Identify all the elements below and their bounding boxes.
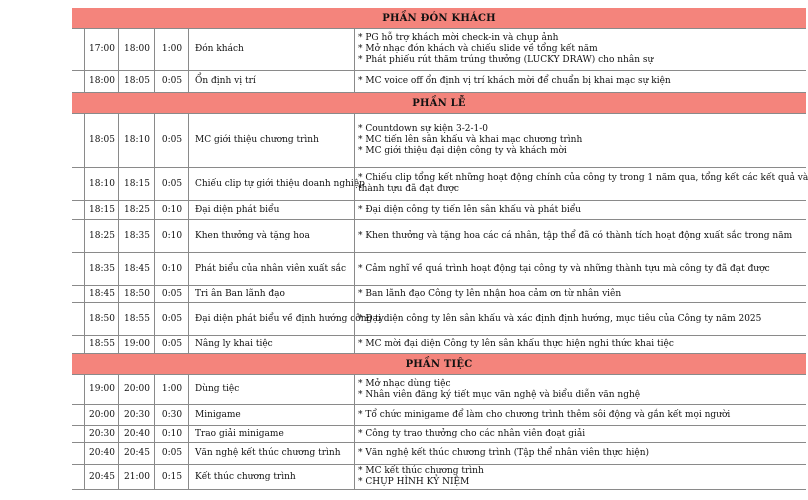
- duration-cell: [154, 201, 189, 219]
- details-cell: [354, 201, 807, 219]
- detail-line: * Mở nhạc dùng tiệc: [358, 378, 451, 389]
- end-time-cell-text: 18:45: [124, 263, 150, 274]
- duration-cell: [154, 465, 189, 489]
- start-time-cell: [84, 443, 119, 464]
- schedule-row: [72, 220, 806, 253]
- start-time-cell-text: 18:55: [89, 339, 115, 349]
- details-cell: [354, 405, 807, 425]
- section-title: PHẦN LỄ: [412, 97, 466, 109]
- duration-cell-text: 1:00: [161, 44, 183, 54]
- detail-line: * Phát phiếu rút thăm trúng thưởng (LUCKY DRAW) cho nhân sự: [358, 55, 654, 65]
- details-cell: [354, 286, 807, 302]
- section-title: PHẦN TIỆC: [405, 358, 473, 370]
- details-cell: [354, 168, 807, 200]
- schedule-row: [72, 375, 806, 405]
- activity-cell: [188, 220, 355, 252]
- end-time-cell: [118, 201, 155, 219]
- activity-cell-text: Tri ân Ban lãnh đạo: [195, 288, 285, 299]
- duration-cell-text: 0:15: [161, 471, 183, 482]
- start-time-cell-text: 17:00: [89, 44, 115, 54]
- start-time-cell-text: 20:30: [89, 428, 115, 439]
- start-time-cell: [84, 375, 119, 404]
- activity-cell-text: Nâng ly khai tiệc: [195, 339, 273, 349]
- details-cell: [354, 71, 807, 92]
- schedule-row: [72, 336, 806, 354]
- start-time-cell: [84, 405, 119, 425]
- schedule-row: [72, 465, 806, 490]
- detail-line: * Đại diện công ty lên sân khấu và xác định định hướng, mục tiêu của Công ty năm 2025: [358, 313, 762, 324]
- details-cell: [354, 465, 807, 489]
- end-time-cell: [118, 286, 155, 302]
- activity-cell: [188, 201, 355, 219]
- details-cell: [354, 443, 807, 464]
- activity-cell: [188, 375, 355, 404]
- schedule-row: [72, 405, 806, 426]
- detail-line: * CHỤP HÌNH KỶ NIỆM: [358, 477, 470, 487]
- end-time-cell: [118, 405, 155, 425]
- activity-cell-text: Minigame: [195, 409, 241, 420]
- schedule-row: [72, 168, 806, 201]
- detail-line: * Văn nghệ kết thúc chương trình (Tập thể nhân viên thực hiện): [358, 448, 650, 458]
- duration-cell-text: 0:10: [161, 204, 183, 215]
- detail-line: * Khen thưởng và tặng hoa các cá nhân, tập thể đã có thành tích hoạt động xuất sắc trong năm: [358, 230, 793, 241]
- detail-line: * MC tiến lên sân khấu và khai mạc chương trình: [358, 135, 583, 145]
- detail-line: * Mở nhạc đón khách và chiếu slide về tổng kết năm: [358, 44, 598, 54]
- start-time-cell-text: 18:35: [89, 263, 115, 274]
- duration-cell: [154, 168, 189, 200]
- section-header: [72, 8, 806, 29]
- detail-line: * MC giới thiệu đại diện công ty và khách mời: [358, 146, 567, 156]
- start-time-cell: [84, 201, 119, 219]
- duration-cell-text: 0:10: [161, 230, 183, 241]
- activity-cell-text: Đại diện phát biểu: [195, 204, 280, 215]
- activity-cell-text: Đại diện phát biểu về định hướng công ty: [195, 313, 384, 324]
- details-cell: [354, 29, 807, 70]
- start-time-cell-text: 18:15: [89, 204, 115, 215]
- details-cell: [354, 303, 807, 335]
- end-time-cell: [118, 253, 155, 285]
- activity-cell: [188, 336, 355, 353]
- activity-cell-text: Phát biểu của nhân viên xuất sắc: [195, 263, 347, 274]
- activity-cell-text: MC giới thiệu chương trình: [195, 135, 319, 145]
- duration-cell: [154, 253, 189, 285]
- duration-cell: [154, 29, 189, 70]
- end-time-cell: [118, 168, 155, 200]
- duration-cell-text: 0:05: [161, 135, 183, 145]
- start-time-cell-text: 20:45: [89, 471, 115, 482]
- end-time-cell-text: 20:30: [124, 409, 150, 420]
- schedule-row: [72, 71, 806, 93]
- end-time-cell-text: 18:55: [124, 313, 150, 324]
- end-time-cell: [118, 303, 155, 335]
- activity-cell-text: Khen thưởng và tặng hoa: [195, 230, 310, 241]
- detail-line: * Chiếu clip tổng kết những hoạt động chính của công ty trong 1 năm qua, tổng kết các kết quả và: [358, 173, 808, 183]
- activity-cell: [188, 71, 355, 92]
- start-time-cell: [84, 220, 119, 252]
- duration-cell-text: 0:05: [161, 339, 183, 349]
- end-time-cell: [118, 220, 155, 252]
- end-time-cell-text: 19:00: [124, 339, 150, 349]
- activity-cell: [188, 426, 355, 442]
- start-time-cell: [84, 426, 119, 442]
- activity-cell: [188, 465, 355, 489]
- end-time-cell: [118, 465, 155, 489]
- end-time-cell: [118, 29, 155, 70]
- details-cell: [354, 375, 807, 404]
- activity-cell-text: Đón khách: [195, 44, 244, 54]
- detail-line: * MC kết thúc chương trình: [358, 466, 484, 476]
- detail-line: * Ban lãnh đạo Công ty lên nhận hoa cảm ơn từ nhân viên: [358, 288, 622, 299]
- duration-cell: [154, 336, 189, 353]
- activity-cell: [188, 303, 384, 335]
- detail-line: * Nhân viên đăng ký tiết mục văn nghệ và biểu diễn văn nghệ: [358, 389, 641, 400]
- end-time-cell-text: 18:35: [124, 230, 150, 241]
- start-time-cell-text: 18:10: [89, 178, 115, 189]
- end-time-cell-text: 18:15: [124, 178, 150, 189]
- duration-cell: [154, 405, 189, 425]
- activity-cell-text: Kết thúc chương trình: [195, 471, 296, 482]
- end-time-cell: [118, 336, 155, 353]
- activity-cell: [188, 443, 355, 464]
- details-cell: [354, 114, 807, 167]
- start-time-cell-text: 18:50: [89, 313, 115, 324]
- start-time-cell: [84, 336, 119, 353]
- detail-line: * Đại diện công ty tiến lên sân khấu và phát biểu: [358, 204, 582, 215]
- duration-cell: [154, 71, 189, 92]
- end-time-cell-text: 20:45: [124, 448, 150, 458]
- section-header: [72, 354, 806, 375]
- end-time-cell: [118, 375, 155, 404]
- activity-cell: [188, 29, 355, 70]
- activity-cell-text: Chiếu clip tự giới thiệu doanh nghiệp: [195, 178, 365, 189]
- duration-cell: [154, 426, 189, 442]
- activity-cell: [188, 253, 355, 285]
- duration-cell: [154, 286, 189, 302]
- schedule-row: [72, 253, 806, 286]
- duration-cell-text: 0:05: [161, 448, 183, 458]
- duration-cell-text: 0:05: [161, 288, 183, 299]
- duration-cell-text: 0:10: [161, 428, 183, 439]
- start-time-cell: [84, 168, 119, 200]
- start-time-cell: [84, 303, 119, 335]
- detail-line: * PG hỗ trợ khách mời check-in và chụp ảnh: [358, 33, 559, 43]
- end-time-cell: [118, 71, 155, 92]
- detail-line: * MC mời đại diện Công ty lên sân khấu thực hiện nghi thức khai tiệc: [358, 339, 674, 349]
- end-time-cell-text: 20:40: [124, 428, 150, 439]
- end-time-cell: [118, 443, 155, 464]
- start-time-cell-text: 18:00: [89, 76, 115, 86]
- duration-cell: [154, 114, 189, 167]
- start-time-cell: [84, 286, 119, 302]
- duration-cell-text: 0:30: [161, 409, 183, 420]
- activity-cell: [188, 286, 355, 302]
- activity-cell-text: Dùng tiệc: [195, 384, 240, 394]
- schedule-row: [72, 201, 806, 220]
- activity-cell-text: Văn nghệ kết thúc chương trình: [195, 448, 341, 458]
- end-time-cell-text: 18:50: [124, 288, 150, 299]
- detail-line: thành tựu đã đạt được: [358, 184, 459, 194]
- activity-cell-text: Trao giải minigame: [195, 428, 284, 439]
- end-time-cell: [118, 426, 155, 442]
- duration-cell-text: 0:05: [161, 76, 183, 86]
- schedule-row: [72, 303, 806, 336]
- schedule-row: [72, 443, 806, 465]
- start-time-cell-text: 18:25: [89, 230, 115, 241]
- duration-cell-text: 0:05: [161, 178, 183, 189]
- section-header: [72, 93, 806, 114]
- schedule-row: [72, 114, 806, 168]
- activity-cell: [188, 168, 365, 200]
- start-time-cell-text: 18:05: [89, 135, 115, 145]
- end-time-cell-text: 18:05: [124, 76, 150, 86]
- activity-cell: [188, 114, 355, 167]
- end-time-cell-text: 18:25: [124, 204, 150, 215]
- activity-cell-text: Ổn định vị trí: [195, 76, 256, 86]
- end-time-cell-text: 18:00: [124, 44, 150, 54]
- end-time-cell: [118, 114, 155, 167]
- start-time-cell-text: 18:45: [89, 288, 115, 299]
- duration-cell: [154, 303, 189, 335]
- detail-line: * Cảm nghĩ về quá trình hoạt động tại công ty và những thành tựu mà công ty đã đạt được: [358, 263, 770, 274]
- activity-cell: [188, 405, 355, 425]
- detail-line: * Công ty trao thưởng cho các nhân viên đoạt giải: [358, 428, 586, 439]
- schedule-row: [72, 426, 806, 443]
- details-cell: [354, 426, 807, 442]
- duration-cell: [154, 443, 189, 464]
- start-time-cell-text: 20:40: [89, 448, 115, 458]
- details-cell: [354, 220, 807, 252]
- detail-line: * Countdown sự kiện 3-2-1-0: [358, 124, 489, 134]
- schedule-row: [72, 29, 806, 71]
- schedule-row: [72, 286, 806, 303]
- end-time-cell-text: 18:10: [124, 135, 150, 145]
- duration-cell: [154, 375, 189, 404]
- start-time-cell: [84, 114, 119, 167]
- duration-cell-text: 1:00: [161, 384, 183, 394]
- start-time-cell: [84, 71, 119, 92]
- end-time-cell-text: 21:00: [124, 471, 150, 482]
- duration-cell: [154, 220, 189, 252]
- detail-line: * Tổ chức minigame để làm cho chương trình thêm sôi động và gắn kết mọi người: [358, 409, 731, 420]
- start-time-cell: [84, 253, 119, 285]
- section-title: PHẦN ĐÓN KHÁCH: [382, 12, 496, 24]
- start-time-cell-text: 19:00: [89, 384, 115, 394]
- start-time-cell-text: 20:00: [89, 409, 115, 420]
- duration-cell-text: 0:05: [161, 313, 183, 324]
- details-cell: [354, 336, 807, 353]
- end-time-cell-text: 20:00: [124, 384, 150, 394]
- duration-cell-text: 0:10: [161, 263, 183, 274]
- start-time-cell: [84, 465, 119, 489]
- details-cell: [354, 253, 807, 285]
- detail-line: * MC voice off ổn định vị trí khách mời để chuẩn bị khai mạc sự kiện: [358, 76, 671, 86]
- start-time-cell: [84, 29, 119, 70]
